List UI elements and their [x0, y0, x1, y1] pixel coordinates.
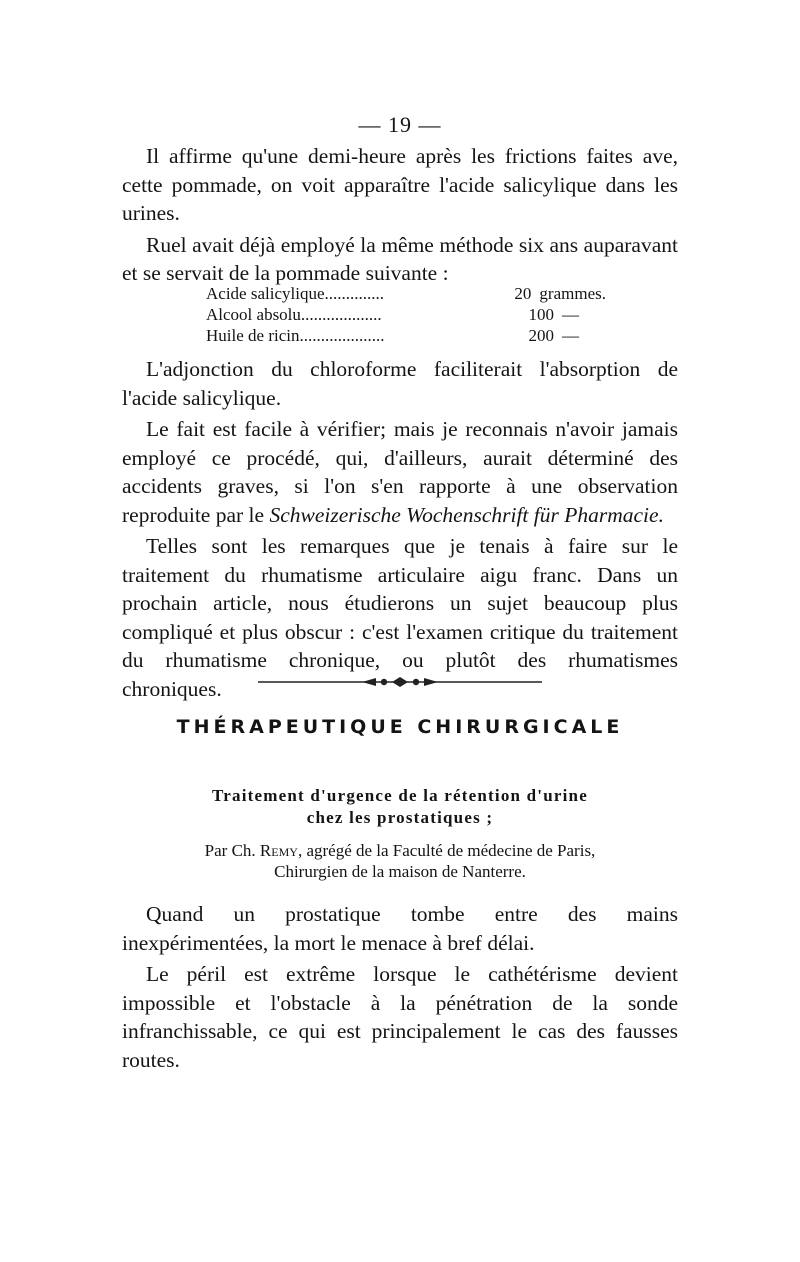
ingredient-quantity: 200	[528, 326, 554, 345]
bottom-text-block	[122, 900, 678, 1074]
recipe-row	[206, 304, 606, 325]
article-title-line: chez les prostatiques ;	[306, 808, 494, 827]
author-credentials: , agrégé de la Faculté de médecine de Paris,	[297, 841, 596, 860]
byline-line	[0, 840, 800, 861]
paragraph: Telles sont les remarques que je tenais à faire sur le traitement du rhumatisme articulaire aigu franc. Dans un prochain article, nous étudierons un sujet beaucoup plus compliqué et plus obscur : c'est l'examen critique du traitement du rhumatisme chronique, ou plutôt des rhumatismes chroniques.	[122, 534, 678, 701]
section-divider-ornament	[258, 675, 542, 689]
author-byline	[0, 840, 800, 882]
recipe-table	[206, 283, 606, 346]
article-title-line: Traitement d'urgence de la rétention d'urine	[212, 786, 588, 805]
ingredient-quantity: 20	[514, 284, 532, 303]
ingredient-name: Acide salicylique..............	[206, 284, 384, 303]
ingredient-unit: —	[562, 326, 579, 345]
article-title	[0, 785, 800, 829]
byline-prefix: Par Ch.	[204, 841, 256, 860]
ingredient-name: Alcool absolu...................	[206, 305, 382, 324]
ingredient-unit: —	[562, 305, 579, 324]
ingredient-unit: grammes.	[539, 284, 606, 303]
paragraph: Ruel avait déjà employé la même méthode six ans auparavant et se servait de la pommade suivante :	[122, 232, 678, 285]
journal-title: Schweizerische Wochenschrift für Pharmacie.	[269, 502, 664, 527]
paragraph: L'adjonction du chloroforme faciliterait l'absorption de l'acide salicylique.	[122, 357, 678, 410]
recipe-row	[206, 325, 606, 346]
paragraph: Quand un prostatique tombe entre des mains inexpérimentées, la mort le menace à bref délai.	[122, 902, 678, 955]
top-text-block	[122, 142, 678, 288]
middle-text-block	[122, 355, 678, 703]
section-title: THÉRAPEUTIQUE CHIRURGICALE	[176, 716, 624, 738]
byline-line: Chirurgien de la maison de Nanterre.	[274, 862, 526, 881]
paragraph: Il affirme qu'une demi-heure après les frictions faites ave, cette pommade, on voit apparaître l'acide salicylique dans les urines.	[122, 144, 678, 225]
ingredient-name: Huile de ricin....................	[206, 326, 385, 345]
page-number: — 19 —	[358, 112, 442, 137]
paragraph: Le péril est extrême lorsque le cathétérisme devient impossible et l'obstacle à la pénétration de la sonde infranchissable, ce qui est principalement le cas des fausses routes.	[122, 962, 678, 1072]
recipe-row	[206, 283, 606, 304]
ingredient-quantity: 100	[528, 305, 554, 324]
author-name: Remy	[259, 841, 298, 860]
paragraph	[122, 415, 678, 529]
paragraph-text: Le fait est facile à vérifier; mais je reconnais n'avoir jamais employé ce procédé, qui, d'ailleurs, aurait déterminé des accidents graves, si l'on s'en rapporte à une observation reproduite par le	[122, 417, 678, 527]
